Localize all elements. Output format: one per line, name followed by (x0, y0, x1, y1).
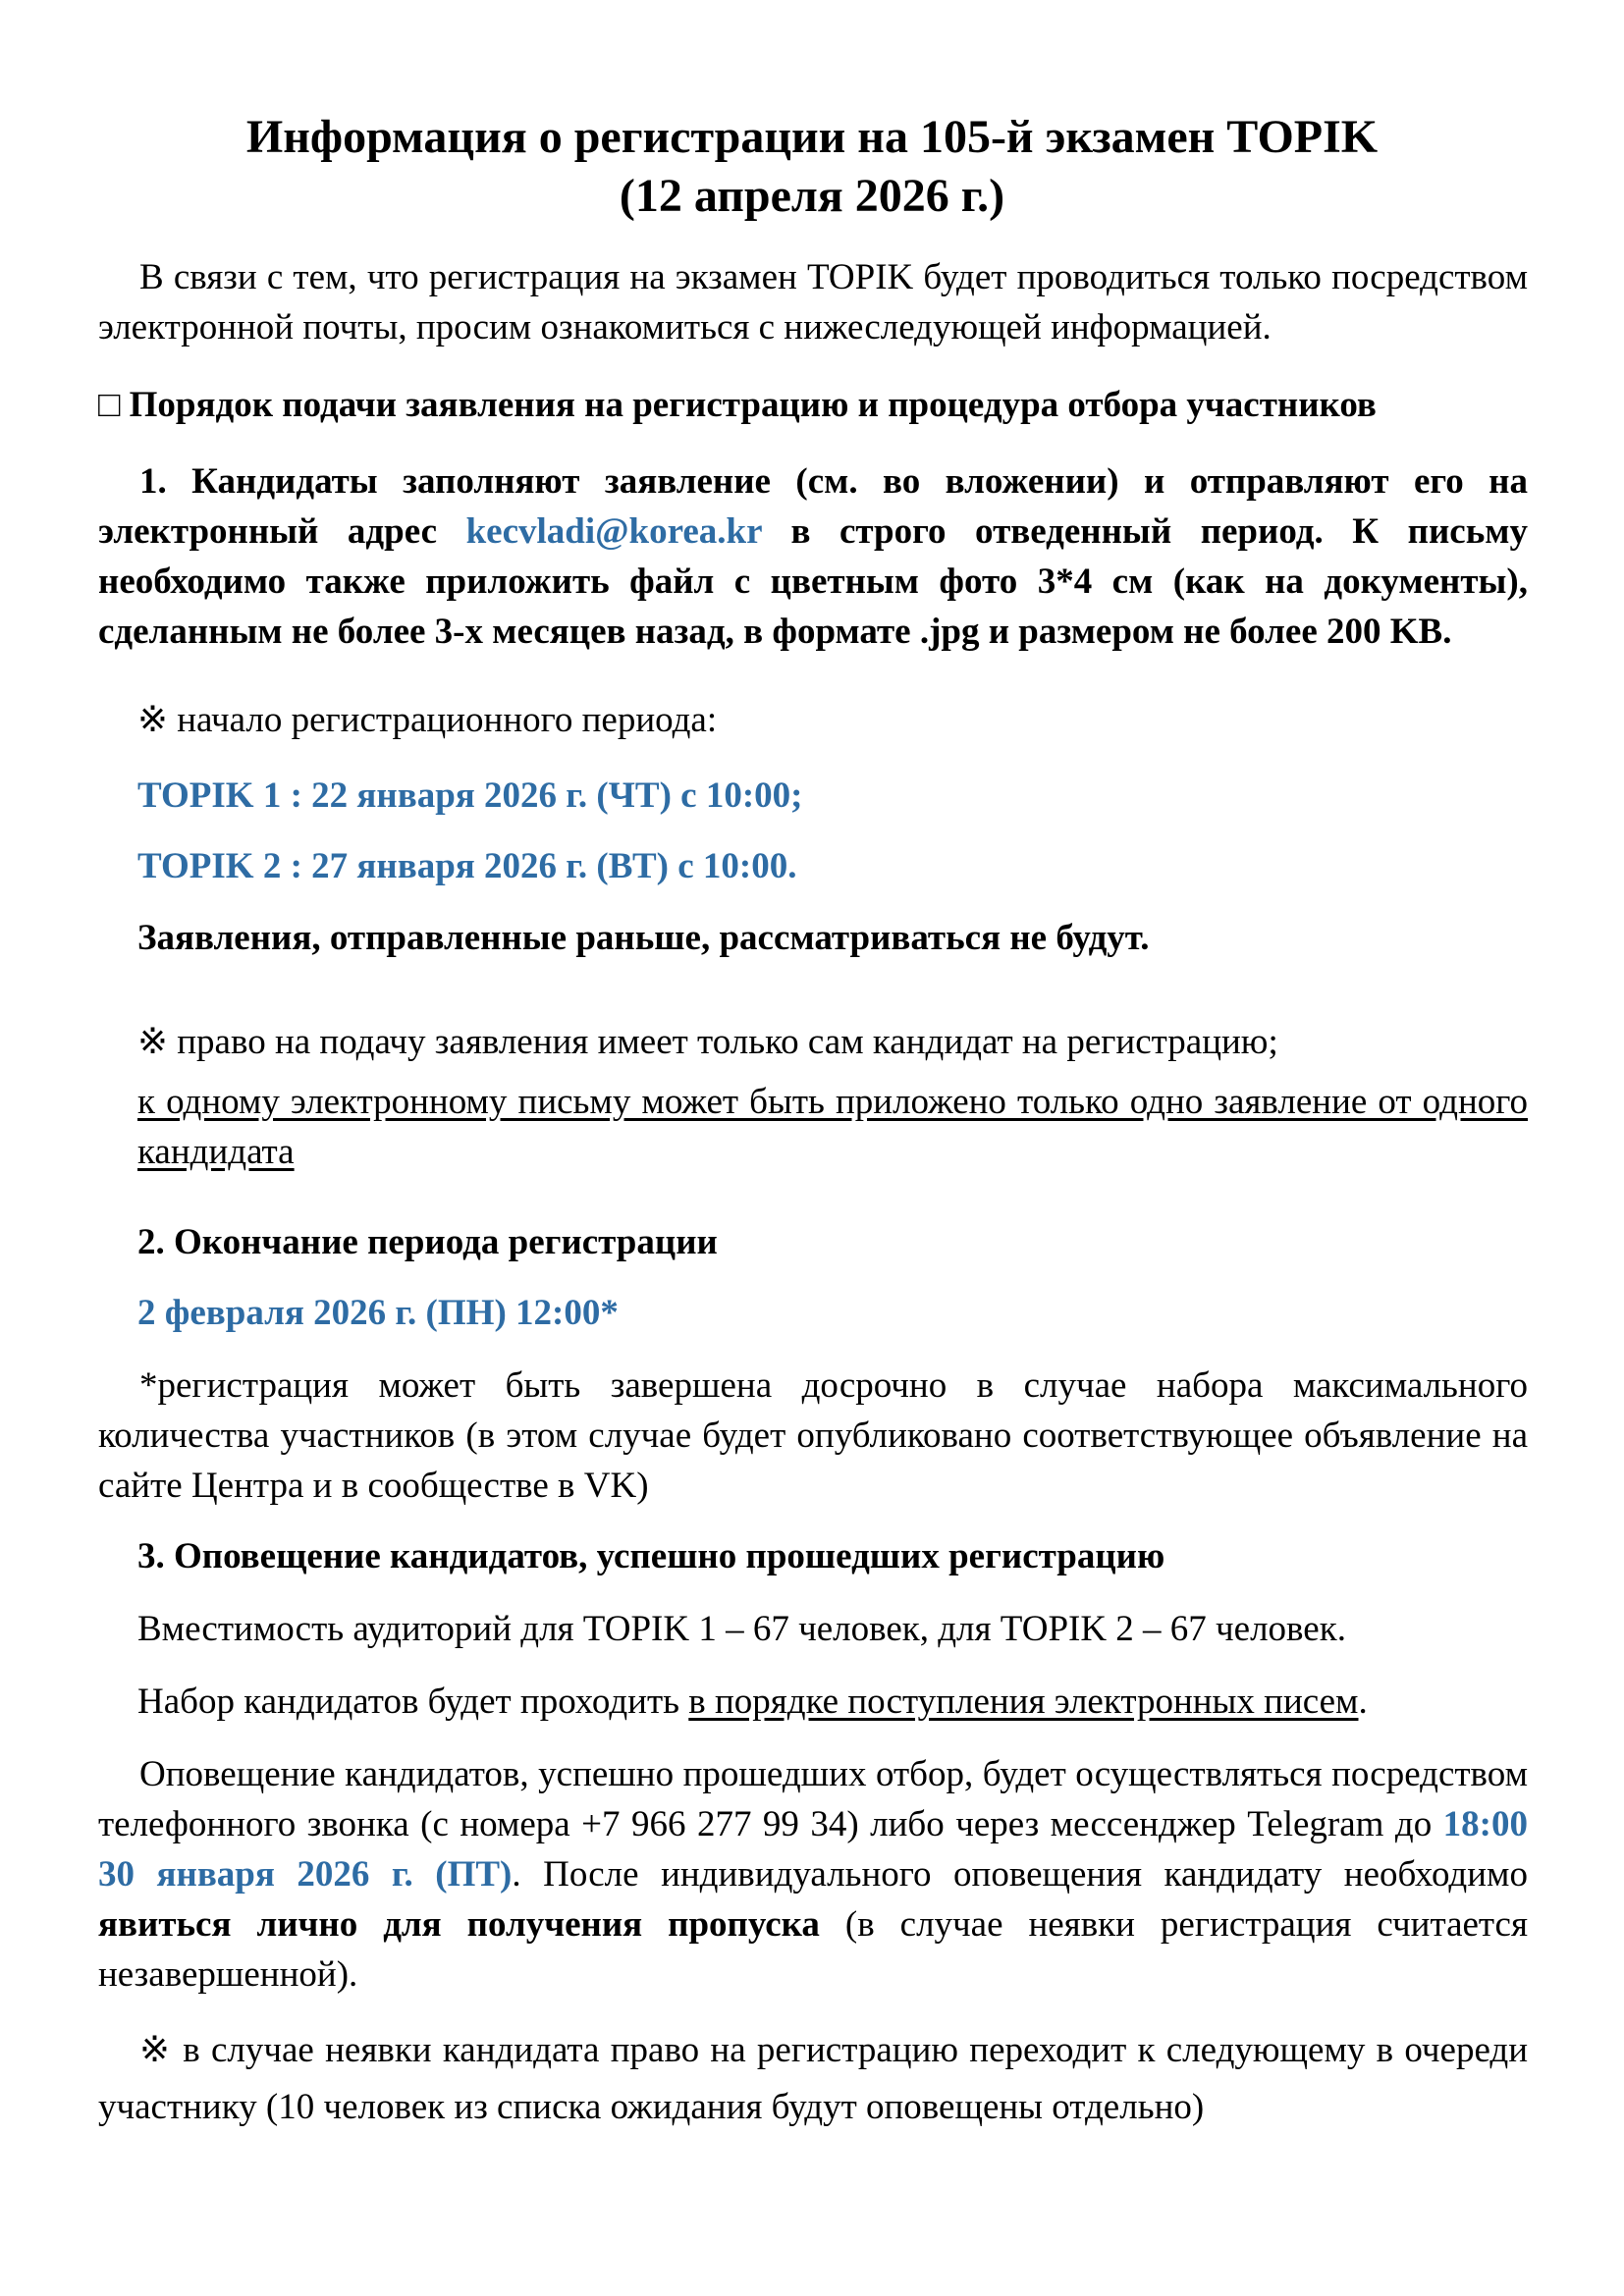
intro-paragraph: В связи с тем, что регистрация на экзамен TOPIK будет проводиться только посредством электронной почты, просим ознакомиться с нижеследующей информацией. (98, 257, 1528, 347)
page-title (0, 108, 1624, 226)
title-line-2: (12 апреля 2026 г.) (619, 170, 1005, 222)
selection-order-emphasis: в порядке поступления электронных писем (688, 1682, 1359, 1722)
step-2-heading: 2. Окончание периода регистрации (137, 1222, 718, 1262)
notification-deadline: 18:00 30 января 2026 г. (ПТ) (98, 1804, 1528, 1895)
step-3-heading: 3. Оповещение кандидатов, успешно прошедших регистрацию (137, 1536, 1165, 1576)
topik2-start-date: TOPIK 2 : 27 января 2026 г. (ВТ) с 10:00. (137, 846, 797, 886)
title-line-1: Информация о регистрации на 105-й экзамен TOPIK (245, 111, 1379, 163)
registration-start-note: ※ начало регистрационного периода: (137, 700, 718, 740)
notification-text-b: . После индивидуального оповещения кандидату необходимо (512, 1854, 1528, 1895)
section-heading (98, 380, 1528, 430)
early-close-note: *регистрация может быть завершена досрочно в случае набора максимального количества участников (в этом случае будет опубликовано соответствующее объявление на сайте Центра и в сообществе в VK) (98, 1365, 1528, 1506)
room-capacity-text: Вместимость аудиторий для TOPIK 1 – 67 человек, для TOPIK 2 – 67 человек. (137, 1609, 1346, 1649)
no-show-note: ※ в случае неявки кандидата право на регистрацию переходит к следующему в очереди участнику (10 человек из списка ожидания будут оповещены отдельно) (98, 2030, 1528, 2127)
step-1-paragraph (98, 456, 1528, 657)
section-heading-text: Порядок подачи заявления на регистрацию и процедура отбора участников (129, 385, 1377, 425)
selection-order-text (137, 1677, 1528, 1727)
notification-paragraph (98, 1749, 1528, 2000)
step-1-text-a: 1. Кандидаты заполняют заявление (см. во вложении) и отправляют его на электронный адрес (98, 461, 1528, 552)
notification-text-c: (в случае неявки регистрация считается незавершенной). (98, 1904, 1528, 1995)
topik1-start-date: TOPIK 1 : 22 января 2026 г. (ЧТ) с 10:00; (137, 775, 803, 816)
applicant-rights-note: ※ право на подачу заявления имеет только сам кандидат на регистрацию; (137, 1022, 1278, 1062)
checkbox-marker: □ (98, 385, 121, 425)
notification-text-a: Оповещение кандидатов, успешно прошедших отбор, будет осуществляться посредством телефонного звонка (с номера +7 966 277 99 34) либо через мессенджер Telegram до (98, 1754, 1528, 1844)
step-1-text-b: в строго отведенный период. К письму необходимо также приложить файл с цветным фото 3*4 см (как на документы), сделанным не более 3-х месяцев назад, в формате .jpg и размером не более 200 KB. (98, 511, 1528, 652)
contact-email-link[interactable]: kecvladi@korea.kr (465, 511, 762, 552)
selection-order-prefix: Набор кандидатов будет проходить (137, 1682, 680, 1722)
registration-end-date: 2 февраля 2026 г. (ПН) 12:00* (137, 1293, 619, 1333)
pass-pickup-requirement: явиться лично для получения пропуска (98, 1904, 820, 1945)
early-applications-warning: Заявления, отправленные раньше, рассматриваться не будут. (137, 918, 1150, 958)
one-application-rule: к одному электронному письму может быть приложено только одно заявление от одного кандидата (137, 1082, 1528, 1172)
selection-order-suffix: . (1358, 1682, 1368, 1722)
